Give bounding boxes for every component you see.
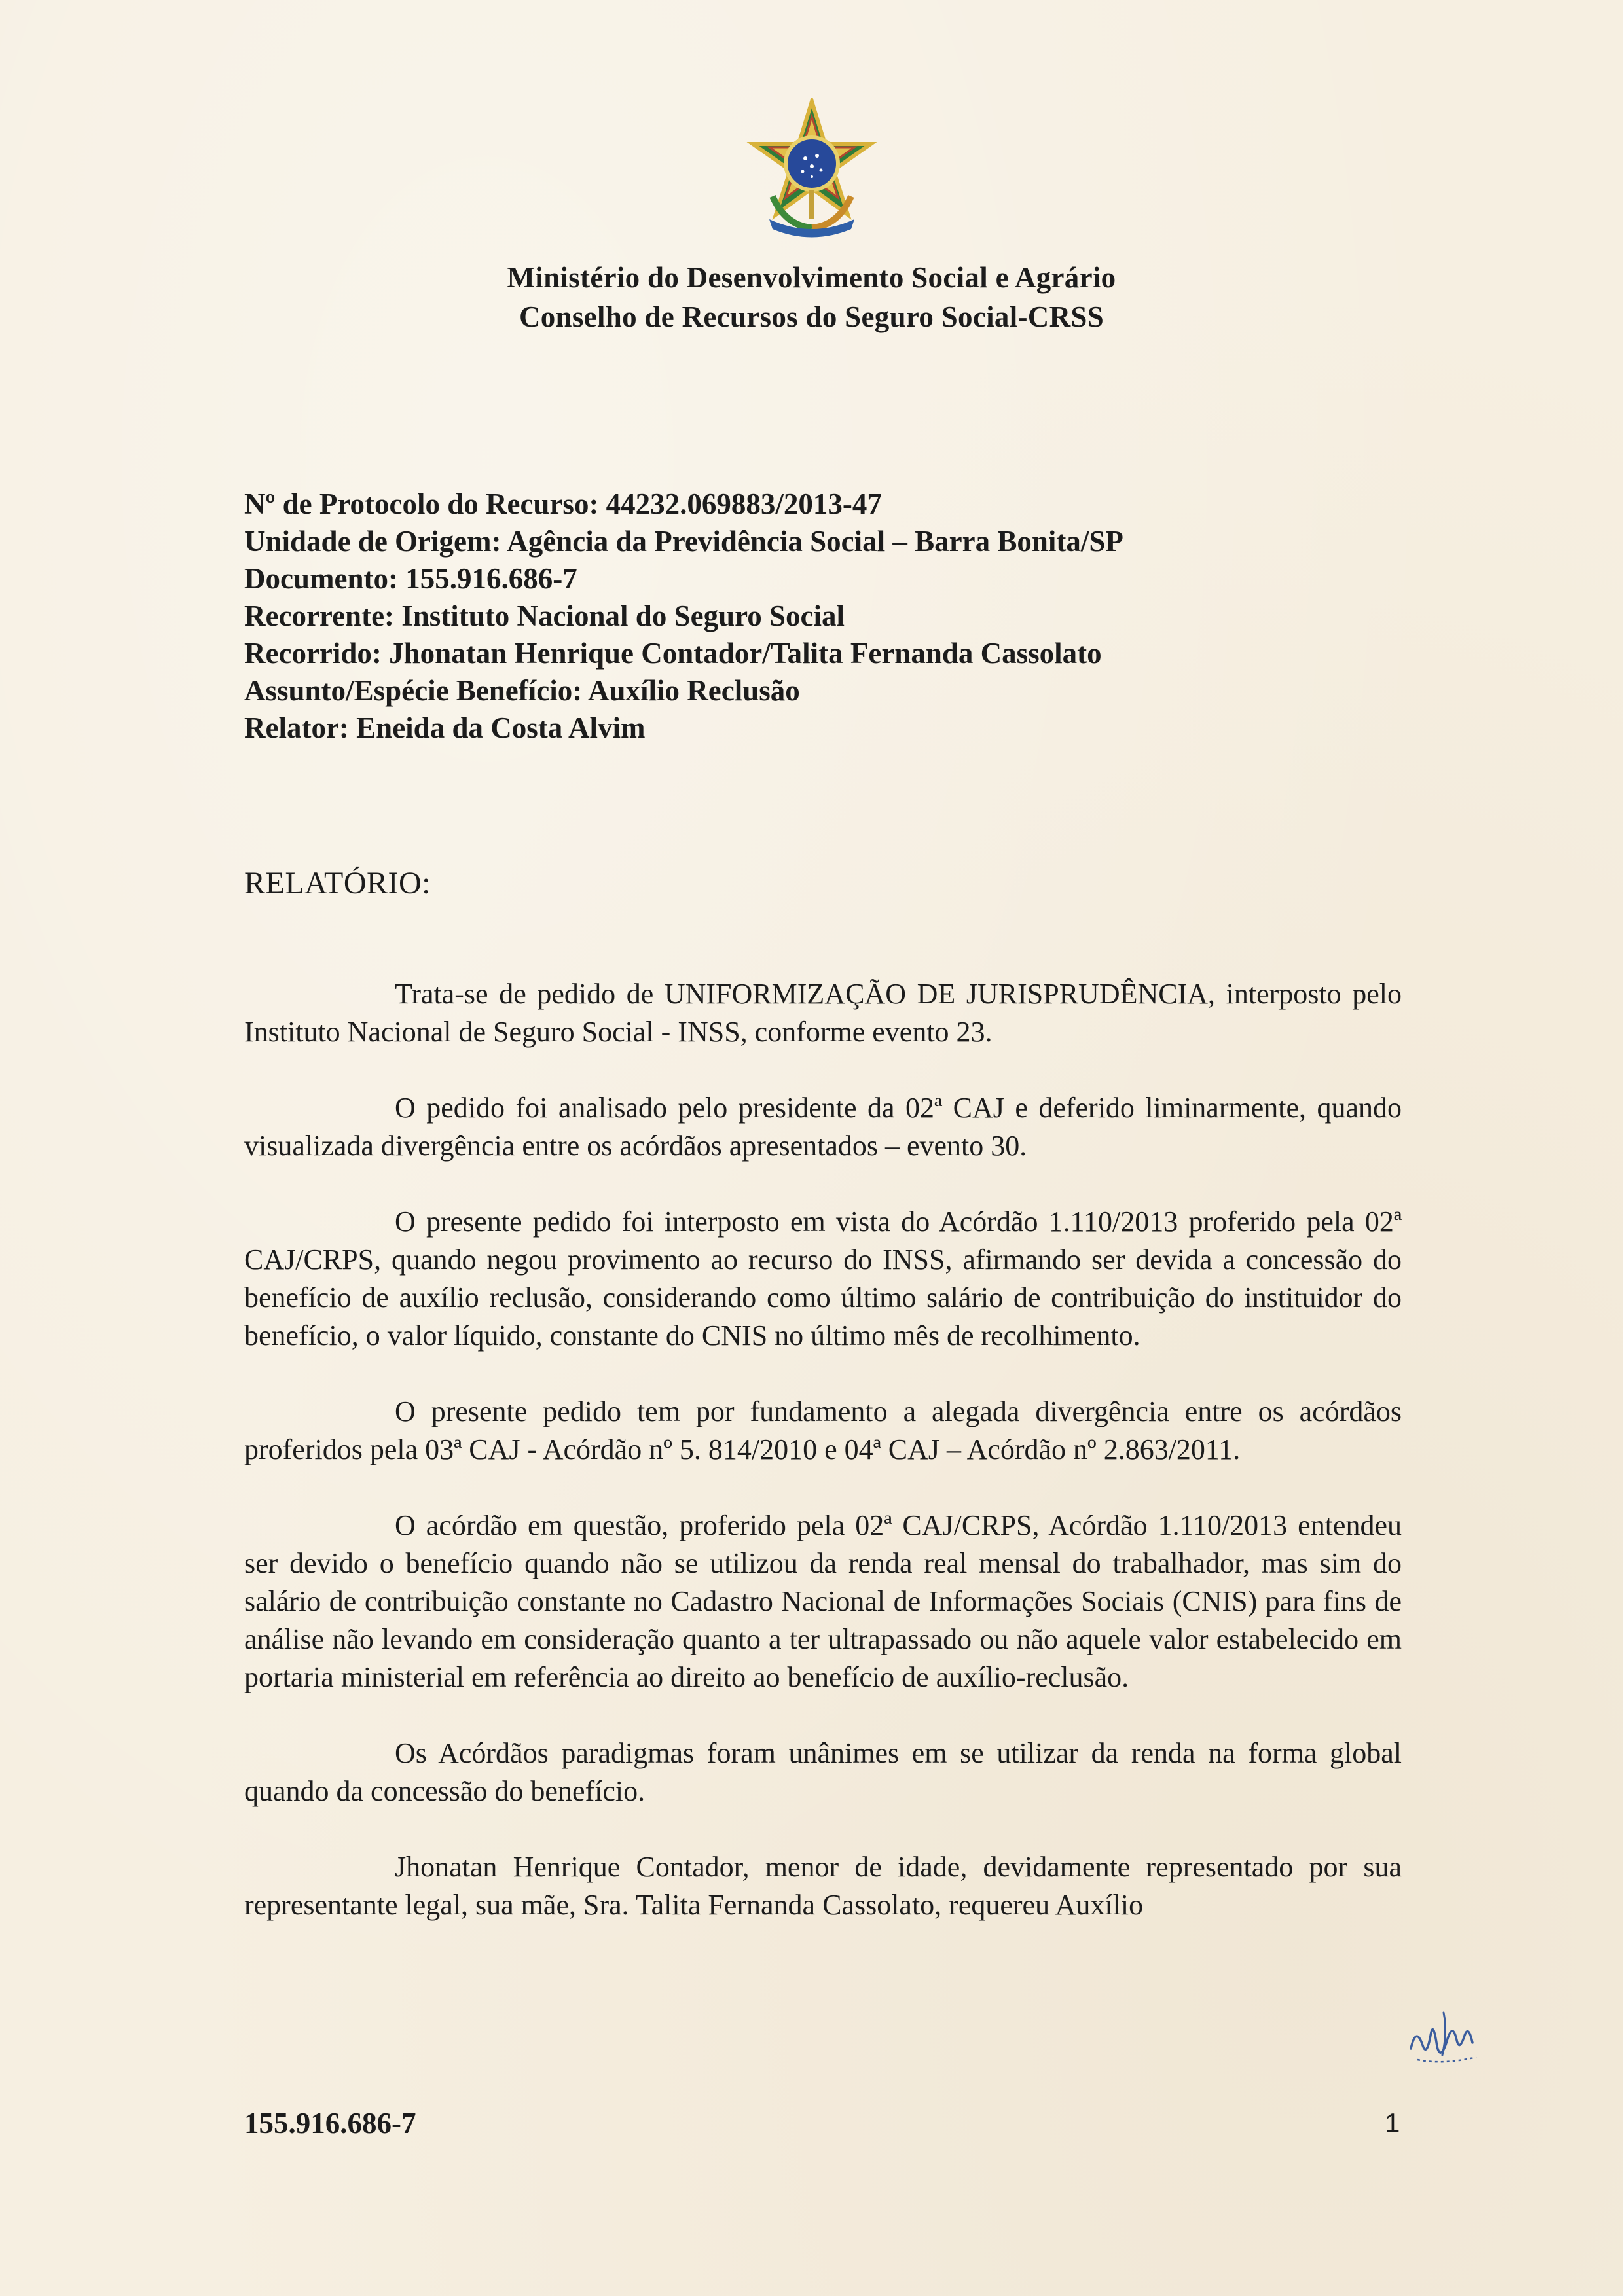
protocol-number: Nº de Protocolo do Recurso: 44232.069883/2013-47 — [244, 488, 882, 520]
council-name: Conselho de Recursos do Seguro Social-CRSS — [519, 300, 1104, 333]
appellant: Recorrente: Instituto Nacional do Seguro Social — [244, 600, 845, 632]
page-number: 1 — [1385, 2108, 1400, 2138]
report-body — [244, 975, 1402, 1962]
document-number: Documento: 155.916.686-7 — [244, 562, 577, 595]
handwritten-initials-icon — [1404, 2000, 1483, 2072]
origin-unit: Unidade de Origem: Agência da Previdência Social – Barra Bonita/SP — [244, 525, 1123, 558]
brazil-coat-of-arms-icon — [746, 98, 877, 242]
paragraph: Trata-se de pedido de UNIFORMIZAÇÃO DE JURISPRUDÊNCIA, interposto pelo Instituto Nacional de Seguro Social - INSS, conforme evento 23. — [244, 978, 1402, 1048]
ministry-name: Ministério do Desenvolvimento Social e Agrário — [507, 261, 1116, 294]
subject: Assunto/Espécie Benefício: Auxílio Reclusão — [244, 674, 800, 707]
paragraph: O pedido foi analisado pelo presidente da 02ª CAJ e deferido liminarmente, quando visualizada divergência entre os acórdãos apresentados – evento 30. — [244, 1092, 1402, 1162]
paragraph: O acórdão em questão, proferido pela 02ª CAJ/CRPS, Acórdão 1.110/2013 entendeu ser devido o benefício quando não se utilizou da renda real mensal do trabalhador, mas sim do salário de contribuição constante no Cadastro Nacional de Informações Sociais (CNIS) para fins de análise não levando em consideração quanto a ter ultrapassado ou não aquele valor estabelecido em portaria ministerial em referência ao direito ao benefício de auxílio-reclusão. — [244, 1509, 1402, 1693]
section-title: RELATÓRIO: — [244, 866, 431, 901]
paragraph: O presente pedido foi interposto em vista do Acórdão 1.110/2013 proferido pela 02ª CAJ/CRPS, quando negou provimento ao recurso do INSS, afirmando ser devida a concessão do benefício de auxílio reclusão, considerando como último salário de contribuição do instituidor do benefício, o valor líquido, constante do CNIS no último mês de recolhimento. — [244, 1206, 1402, 1352]
appellee: Recorrido: Jhonatan Henrique Contador/Talita Fernanda Cassolato — [244, 637, 1102, 670]
footer-document-number: 155.916.686-7 — [244, 2107, 416, 2140]
rapporteur: Relator: Eneida da Costa Alvim — [244, 711, 646, 744]
case-metadata — [244, 486, 1123, 747]
paragraph: Os Acórdãos paradigmas foram unânimes em se utilizar da renda na forma global quando da concessão do benefício. — [244, 1737, 1402, 1807]
paragraph: O presente pedido tem por fundamento a alegada divergência entre os acórdãos proferidos pela 03ª CAJ - Acórdão nº 5. 814/2010 e 04ª CAJ – Acórdão nº 2.863/2011. — [244, 1395, 1402, 1465]
paragraph: Jhonatan Henrique Contador, menor de idade, devidamente representado por sua representante legal, sua mãe, Sra. Talita Fernanda Cassolato, requereu Auxílio — [244, 1851, 1402, 1921]
